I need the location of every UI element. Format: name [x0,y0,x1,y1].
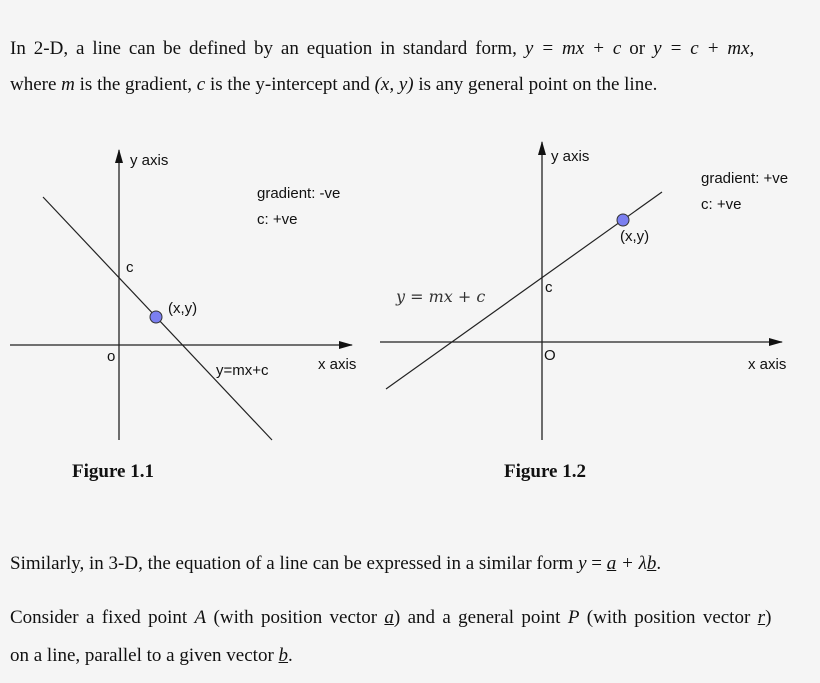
gradient-note: gradient: -ve [257,185,341,202]
text: is any general point on the line. [418,74,658,95]
vector-r: r [757,607,766,628]
text: ) and a general point [393,607,561,628]
text: Similarly, in 3-D, the equation of a line can be expressed in a similar form [10,553,574,574]
point-P: P [567,607,580,628]
math-xy: (x, y) [374,74,414,95]
text: . [288,645,293,666]
figure-1-2 [380,142,788,440]
text: is the y-intercept and [209,74,370,95]
equation-standard-form: y = mx + c [524,38,622,59]
y-axis-label: y axis [130,152,169,169]
intercept-label: c [545,279,553,296]
x-axis-label: x axis [318,356,357,373]
text: (with position vector [213,607,378,628]
equation-alt-form: y = c + mx, [653,38,755,59]
text: (with position vector [586,607,751,628]
figure-1-2-caption: Figure 1.2 [504,461,586,482]
or-text: or [629,38,646,59]
text: on a line, parallel to a given vector [10,645,274,666]
vector-b: b [278,645,289,666]
y-axis-label: y axis [551,148,590,165]
gradient-note: gradient: +ve [701,170,789,187]
point-xy [150,311,162,323]
text: + λ [616,553,647,574]
point-A: A [194,607,207,628]
vector-a: a [384,607,394,628]
point-label: (x,y) [168,300,198,317]
text: . [656,553,662,574]
figure-1-1-caption: Figure 1.1 [72,461,154,482]
text: = [586,553,607,574]
math-y: y [578,553,587,574]
para-3d-line [10,553,661,575]
point-label: (x,y) [620,228,650,245]
text: where [10,74,57,95]
intercept-note: c: +ve [257,211,298,228]
figure-1-1 [10,150,356,440]
x-axis-label: x axis [748,356,787,373]
para-fixed-point [10,607,771,629]
origin-label: O [544,347,556,364]
text: Consider a fixed point [10,607,188,628]
math-m: m [61,74,75,95]
line-equation-label: y = mx + c [396,287,486,306]
origin-label: o [107,348,116,365]
vector-b: b [646,553,657,574]
para-parallel [10,645,293,667]
intercept-note: c: +ve [701,196,742,213]
vector-a: a [606,553,617,574]
point-xy [617,214,629,226]
text: ) [765,607,772,628]
intro-text: In 2-D, a line can be defined by an equation in standard form, [10,38,517,59]
text: is the gradient, [79,74,193,95]
intercept-label: c [126,259,134,276]
line-equation-label: y=mx+c [216,362,269,379]
math-c: c [196,74,206,95]
